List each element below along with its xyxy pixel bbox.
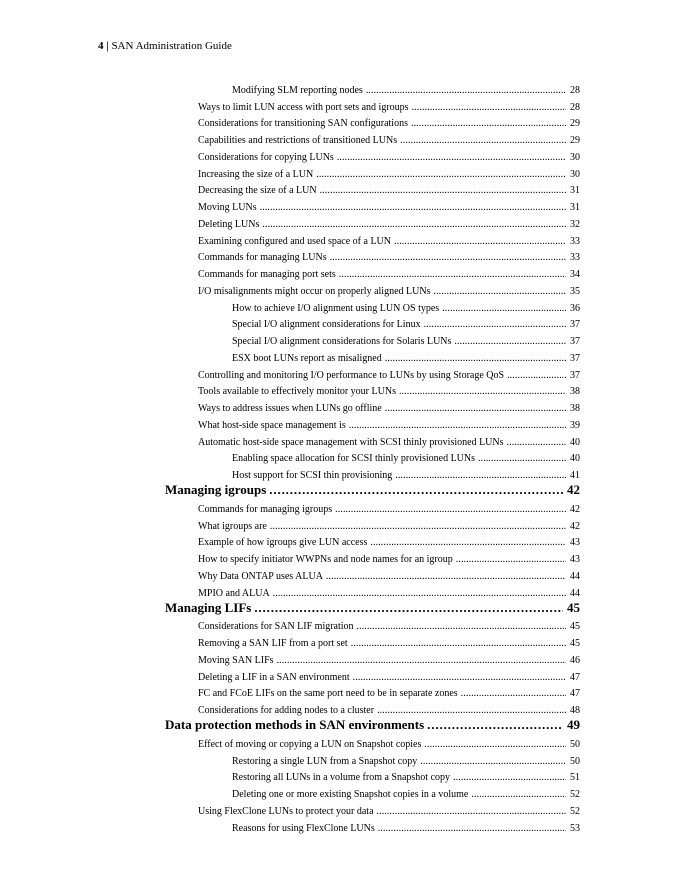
toc-leader-dots: [400, 135, 566, 146]
toc-entry-title: Decreasing the size of a LUN: [198, 185, 317, 197]
toc-entry[interactable]: [0, 397, 580, 414]
toc-leader-dots: [507, 370, 566, 381]
toc-page-number: 32: [570, 218, 580, 230]
toc-page-number: 48: [570, 705, 580, 716]
toc-entry-title: What igroups are: [198, 520, 267, 532]
toc-entry[interactable]: [0, 163, 580, 180]
toc-leader-dots: [385, 353, 566, 364]
toc-page-number: 33: [570, 235, 580, 247]
toc-page-number: 42: [570, 520, 580, 532]
toc-entry[interactable]: [0, 532, 580, 549]
toc-entry[interactable]: [0, 381, 580, 398]
toc-entry[interactable]: [0, 180, 580, 197]
toc-entry-title: ESX boot LUNs report as misaligned: [232, 352, 382, 364]
toc-page-number: 47: [570, 688, 580, 700]
toc-entry[interactable]: [0, 196, 580, 213]
toc-entry[interactable]: [0, 247, 580, 264]
toc-entry-title: Commands for managing igroups: [198, 503, 333, 515]
toc-entry[interactable]: [0, 113, 580, 130]
toc-entry-title: Capabilities and restrictions of transitioned LUNs: [198, 135, 398, 146]
toc-entry-title: Examining configured and used space of a LUN: [198, 235, 391, 247]
toc-entry-title: Considerations for copying LUNs: [198, 151, 334, 163]
toc-entry[interactable]: [0, 699, 580, 716]
toc-entry[interactable]: [0, 548, 580, 565]
toc-entry-title: Controlling and monitoring I/O performance to LUNs by using Storage QoS: [198, 369, 505, 381]
toc-leader-dots: [330, 252, 566, 263]
toc-entry-title: Deleting LUNs: [198, 218, 260, 230]
toc-entry-title: I/O misalignments might occur on properly aligned LUNs: [198, 285, 431, 297]
toc-leader-dots: [507, 437, 566, 448]
toc-entry-title: How to specify initiator WWPNs and node names for an igroup: [198, 554, 453, 565]
page-number: 4: [98, 40, 104, 52]
toc-entry[interactable]: [0, 280, 580, 297]
toc-entry[interactable]: [0, 129, 580, 146]
toc-entry-title: What host-side space management is: [198, 419, 346, 431]
toc-entry[interactable]: [0, 683, 580, 700]
toc-entry-title: Tools available to effectively monitor your LUNs: [198, 386, 396, 398]
toc-page-number: 46: [570, 654, 580, 666]
toc-entry-title: Commands for managing LUNs: [198, 252, 327, 264]
toc-page-number: 37: [570, 319, 580, 331]
toc-page-number: 52: [570, 789, 580, 800]
toc-entry-title: Considerations for transitioning SAN configurations: [198, 118, 408, 130]
toc-chapter-entry[interactable]: [0, 481, 580, 498]
toc-entry-title: Modifying SLM reporting nodes: [232, 84, 363, 96]
toc-entry[interactable]: [0, 364, 580, 381]
toc-entry[interactable]: [0, 515, 580, 532]
toc-leader-dots: [420, 756, 566, 767]
toc-page-number: 37: [570, 352, 580, 364]
toc-leader-dots: [370, 537, 566, 548]
toc-page-number: 31: [570, 202, 580, 213]
toc-page-number: 50: [570, 755, 580, 767]
toc-leader-dots: [424, 319, 566, 330]
toc-leader-dots: [357, 621, 566, 632]
toc-entry-title: Increasing the size of a LUN: [198, 168, 314, 180]
toc-entry[interactable]: [0, 79, 580, 96]
toc-page-number: 47: [570, 671, 580, 683]
toc-page-number: 51: [570, 772, 580, 784]
toc-entry[interactable]: [0, 297, 580, 314]
toc-leader-dots: [394, 236, 566, 247]
toc-entry[interactable]: [0, 783, 580, 800]
toc-page-number: 30: [570, 168, 580, 180]
toc-page-number: 40: [570, 436, 580, 448]
toc-entry-title: MPIO and ALUA: [198, 587, 270, 599]
toc-entry[interactable]: [0, 314, 580, 331]
toc-leader-dots: [399, 386, 566, 397]
toc-entry-title: Restoring all LUNs in a volume from a Snapshot copy: [232, 772, 451, 784]
toc-entry[interactable]: [0, 213, 580, 230]
toc-entry-title: Moving LUNs: [198, 202, 257, 213]
toc-entry-title: Example of how igroups give LUN access: [198, 537, 368, 549]
toc-leader-dots: [424, 739, 566, 750]
toc-leader-dots: [269, 482, 563, 498]
toc-entry-title: Enabling space allocation for SCSI thinly provisioned LUNs: [232, 453, 476, 465]
toc-page-number: 28: [570, 101, 580, 113]
toc-page-number: 37: [570, 336, 580, 347]
toc-entry-title: Moving SAN LIFs: [198, 654, 274, 666]
toc-leader-dots: [377, 806, 566, 817]
toc-entry[interactable]: [0, 146, 580, 163]
toc-page-number: 36: [570, 302, 580, 314]
toc-page-number: 44: [570, 570, 580, 582]
toc-entry[interactable]: [0, 330, 580, 347]
toc-entry-title: Considerations for SAN LIF migration: [198, 621, 354, 633]
toc-leader-dots: [456, 554, 566, 565]
toc-entry[interactable]: [0, 448, 580, 465]
toc-entry-title: Removing a SAN LIF from a port set: [198, 638, 348, 649]
toc-leader-dots: [335, 504, 566, 515]
toc-entry-title: Ways to limit LUN access with port sets and igroups: [198, 101, 409, 113]
toc-page-number: 38: [570, 403, 580, 414]
toc-entry[interactable]: [0, 230, 580, 247]
page-header: [98, 40, 232, 52]
toc-entry[interactable]: [0, 498, 580, 515]
toc-leader-dots: [260, 202, 566, 213]
toc-entry-title: Reasons for using FlexClone LUNs: [232, 822, 375, 834]
toc-page-number: 38: [570, 386, 580, 398]
toc-page-number: 52: [570, 805, 580, 817]
toc-page-number: 29: [570, 135, 580, 146]
toc-page-number: 42: [567, 482, 580, 497]
toc-page-number: 53: [570, 822, 580, 834]
toc-entry-title: How to achieve I/O alignment using LUN OS types: [232, 302, 440, 314]
toc-entry[interactable]: [0, 649, 580, 666]
toc-entry-title: Deleting a LIF in a SAN environment: [198, 671, 350, 683]
document-title: SAN Administration Guide: [111, 40, 232, 52]
toc-entry-title: Effect of moving or copying a LUN on Snapshot copies: [198, 738, 422, 750]
toc-entry-title: Deleting one or more existing Snapshot copies in a volume: [232, 789, 469, 800]
toc-leader-dots: [270, 521, 566, 532]
toc-entry-title: Automatic host-side space management with SCSI thinly provisioned LUNs: [198, 436, 504, 448]
toc-page-number: 43: [570, 554, 580, 565]
toc-leader-dots: [262, 219, 566, 230]
toc-leader-dots: [351, 638, 566, 649]
toc-page-number: 34: [570, 269, 580, 280]
toc-entry[interactable]: [0, 817, 580, 834]
toc-leader-dots: [442, 303, 566, 314]
toc-entry-title: Special I/O alignment considerations for Linux: [232, 319, 421, 331]
toc-entry-title: Managing LIFs: [165, 599, 252, 615]
toc-page-number: 42: [570, 503, 580, 515]
toc-entry-title: Restoring a single LUN from a Snapshot copy: [232, 755, 418, 767]
toc-leader-dots: [385, 403, 566, 414]
toc-entry[interactable]: [0, 347, 580, 364]
toc-page-number: 49: [567, 717, 580, 732]
toc-leader-dots: [277, 655, 566, 666]
toc-entry[interactable]: [0, 767, 580, 784]
toc-entry[interactable]: [0, 464, 580, 481]
toc-page-number: 43: [570, 537, 580, 549]
toc-entry[interactable]: [0, 632, 580, 649]
toc-page-number: 31: [570, 185, 580, 197]
toc-entry-title: Considerations for adding nodes to a cluster: [198, 705, 375, 716]
toc-leader-dots: [273, 588, 566, 599]
toc-page-number: 50: [570, 738, 580, 750]
header-separator: |: [103, 40, 112, 52]
toc-entry[interactable]: [0, 565, 580, 582]
toc-leader-dots: [411, 118, 566, 129]
toc-entry[interactable]: [0, 96, 580, 113]
toc-chapter-entry[interactable]: [0, 599, 580, 616]
toc-page-number: 29: [570, 118, 580, 130]
toc-page-number: 40: [570, 453, 580, 465]
toc-page-number: 30: [570, 151, 580, 163]
toc-leader-dots: [353, 672, 566, 683]
toc-entry[interactable]: [0, 733, 580, 750]
toc-leader-dots: [461, 688, 566, 699]
toc-leader-dots: [366, 85, 566, 96]
toc-entry-title: Using FlexClone LUNs to protect your data: [198, 805, 374, 817]
toc-leader-dots: [339, 269, 566, 280]
table-of-contents: [0, 79, 680, 834]
toc-page-number: 45: [570, 638, 580, 649]
toc-entry-title: Ways to address issues when LUNs go offline: [198, 403, 382, 414]
toc-entry-title: FC and FCoE LIFs on the same port need to be in separate zones: [198, 688, 458, 700]
toc-page-number: 39: [570, 419, 580, 431]
toc-leader-dots: [316, 169, 566, 180]
toc-leader-dots: [454, 336, 566, 347]
toc-page-number: 33: [570, 252, 580, 264]
toc-leader-dots: [326, 571, 566, 582]
toc-entry[interactable]: [0, 582, 580, 599]
toc-leader-dots: [478, 453, 566, 464]
toc-leader-dots: [453, 772, 566, 783]
toc-leader-dots: [377, 705, 566, 716]
toc-entry-title: Commands for managing port sets: [198, 269, 336, 280]
toc-entry[interactable]: [0, 616, 580, 633]
toc-page-number: 45: [567, 599, 580, 615]
toc-page-number: 41: [570, 470, 580, 481]
toc-entry[interactable]: [0, 666, 580, 683]
toc-entry[interactable]: [0, 263, 580, 280]
toc-entry-title: Managing igroups: [165, 482, 267, 497]
toc-leader-dots: [471, 789, 566, 800]
toc-entry[interactable]: [0, 431, 580, 448]
toc-leader-dots: [395, 470, 566, 481]
toc-leader-dots: [378, 823, 566, 834]
toc-page-number: 35: [570, 285, 580, 297]
toc-entry-title: Special I/O alignment considerations for Solaris LUNs: [232, 336, 452, 347]
toc-page-number: 44: [570, 587, 580, 599]
toc-leader-dots: [412, 102, 566, 113]
toc-entry-title: Data protection methods in SAN environments: [165, 717, 425, 732]
toc-entry[interactable]: [0, 800, 580, 817]
toc-leader-dots: [427, 717, 563, 733]
toc-entry-title: Why Data ONTAP uses ALUA: [198, 570, 323, 582]
toc-leader-dots: [433, 286, 566, 297]
toc-chapter-entry[interactable]: [0, 716, 580, 733]
toc-entry[interactable]: [0, 750, 580, 767]
toc-leader-dots: [320, 185, 566, 196]
toc-entry-title: Host support for SCSI thin provisioning: [232, 470, 393, 481]
toc-page-number: 28: [570, 84, 580, 96]
toc-leader-dots: [337, 152, 566, 163]
toc-entry[interactable]: [0, 414, 580, 431]
toc-leader-dots: [254, 600, 563, 616]
toc-page-number: 45: [570, 621, 580, 633]
toc-page-number: 37: [570, 369, 580, 381]
toc-leader-dots: [349, 420, 566, 431]
